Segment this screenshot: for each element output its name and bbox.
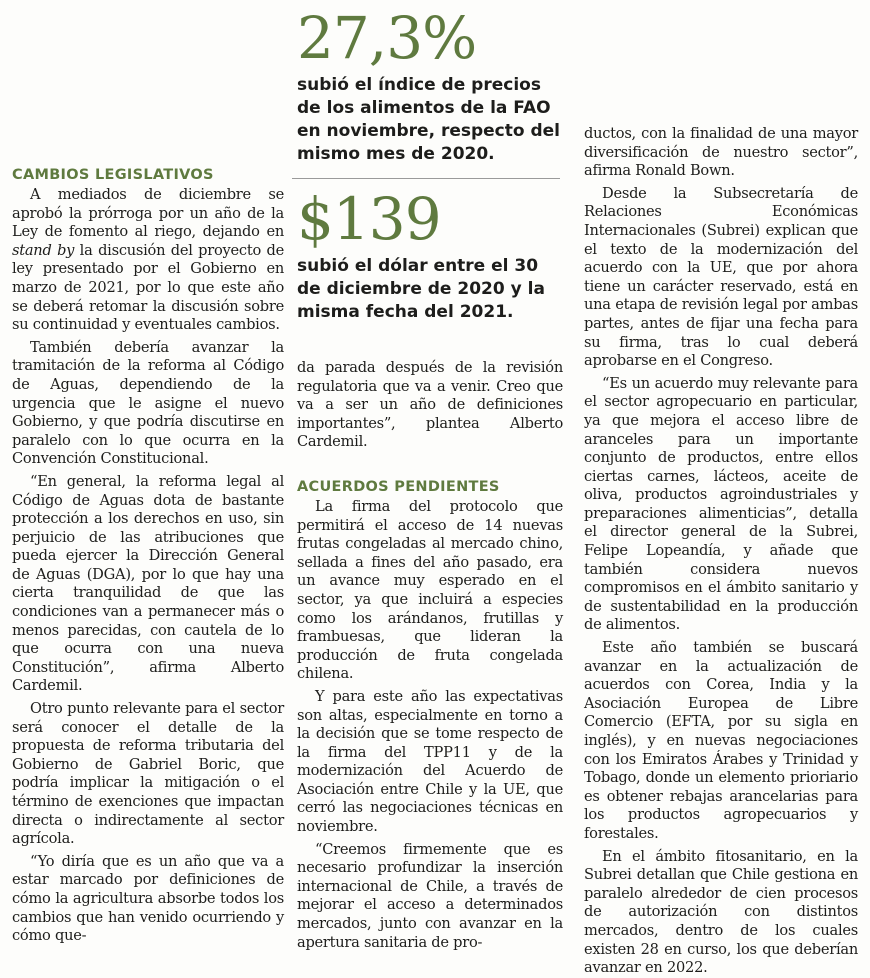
section-heading-legislative: CAMBIOS LEGISLATIVOS xyxy=(12,167,214,183)
article-column-3 xyxy=(584,125,858,978)
paragraph: “Yo diría que es un año que va a estar marcado por definiciones de cómo la agricultura absorbe todos los cambios que han venido ocurriendo y cómo que- xyxy=(12,852,284,945)
paragraph: “Es un acuerdo muy relevante para el sector agropecuario en particular, ya que mejora el acceso libre de aranceles para un importante conjunto de productos, entre ellos ciertas carnes, lácteos, aceite de oliva, productos agroindustriales y preparaciones alimenticias”, detalla el director general de la Subrei, Felipe Lopeandía, y añade que también considera nuevos compromisos en el ámbito sanitario y de sustentabilidad en la producción de alimentos. xyxy=(584,374,858,634)
article-column-1 xyxy=(12,166,284,946)
paragraph: Y para este año las expectativas son altas, especialmente en torno a la decisión que se tome respecto de la firma del TPP11 y de la modernización del Acuerdo de Asociación entre Chile y la UE, que cerró las negociaciones técnicas en noviembre. xyxy=(297,687,563,836)
paragraph: En el ámbito fitosanitario, en la Subrei detallan que Chile gestiona en paralelo alrededor de cien procesos de autorización con distintos mercados, dentro de los cuales existen 28 en curso, los que deberían avanzar en 2022. xyxy=(584,847,858,977)
article-column-2 xyxy=(297,359,563,952)
paragraph: “En general, la reforma legal al Código de Aguas dota de bastante protección a los derechos en uso, sin perjuicio de las atribuciones que pueda ejercer la Dirección General de Aguas (DGA), por lo que hay una cierta tranquilidad de que las condiciones van a permanecer más o menos parecidas, con cautela de lo que ocurra con una nueva Constitución”, afirma Alberto Cardemil. xyxy=(12,472,284,695)
stat-number-food-index: 27,3% xyxy=(297,4,477,72)
stats-divider xyxy=(292,178,560,179)
paragraph: Otro punto relevante para el sector será conocer el detalle de la propuesta de reforma tributaria del Gobierno de Gabriel Boric, que podría implicar la mitigación o el término de exenciones que impactan directa o indirectamente al sector agrícola. xyxy=(12,700,284,848)
paragraph: “Creemos firmemente que es necesario profundizar la inserción internacional de Chile, a través de mejorar el acceso a determinados mercados, junto con avanzar en la apertura sanitaria de pro- xyxy=(297,840,563,951)
paragraph: A mediados de diciembre se aprobó la prórroga por un año de la Ley de fomento al riego, dejando en stand by la discusión del proyecto de ley presentado por el Gobierno en marzo de 2021, por lo que este año se deberá retomar la discusión sobre su continuidad y eventuales cambios. xyxy=(12,186,284,334)
paragraph: ductos, con la finalidad de una mayor diversificación de nuestro sector”, afirma Ronald Bown. xyxy=(584,125,858,180)
stat-number-dollar: $139 xyxy=(297,185,441,253)
paragraph: La firma del protocolo que permitirá el acceso de 14 nuevas frutas congeladas al mercado chino, sellada a fines del año pasado, era un avance muy esperado en el sector, ya que incluirá a especies como los arándanos, frutillas y frambuesas, que lideran la producción de fruta congelada chilena. xyxy=(297,497,563,683)
paragraph: Este año también se buscará avanzar en la actualización de acuerdos con Corea, India y la Asociación Europea de Libre Comercio (EFTA, por su sigla en inglés), y en nuevas negociaciones con los Emiratos Árabes y Trinidad y Tobago, donde un elemento prioriario es obtener rebajas arancelarias para los productos agropecuarios y forestales. xyxy=(584,639,858,842)
stats-block xyxy=(297,4,563,324)
section-heading-agreements: ACUERDOS PENDIENTES xyxy=(297,478,500,495)
stat-text-dollar: subió el dólar entre el 30 de diciembre de 2020 y la misma fecha del 2021. xyxy=(297,256,545,322)
paragraph: da parada después de la revisión regulatoria que va a venir. Creo que va a ser un año de definiciones importantes”, plantea Alberto Cardemil. xyxy=(297,359,563,451)
stat-text-food-index: subió el índice de precios de los alimentos de la FAO en noviembre, respecto del mismo mes de 2020. xyxy=(297,75,561,164)
paragraph: También debería avanzar la tramitación de la reforma al Código de Aguas, dependiendo de la urgencia que le asigne el nuevo Gobierno, y que podría discutirse en paralelo con lo que ocurra en la Convención Constitucional. xyxy=(12,338,284,468)
paragraph: Desde la Subsecretaría de Relaciones Económicas Internacionales (Subrei) explican que el texto de la modernización del acuerdo con la UE, que por ahora tiene un carácter reservado, está en una etapa de revisión legal por ambas partes, antes de fijar una fecha para su firma, tras lo cual deberá aprobarse en el Congreso. xyxy=(584,184,858,370)
